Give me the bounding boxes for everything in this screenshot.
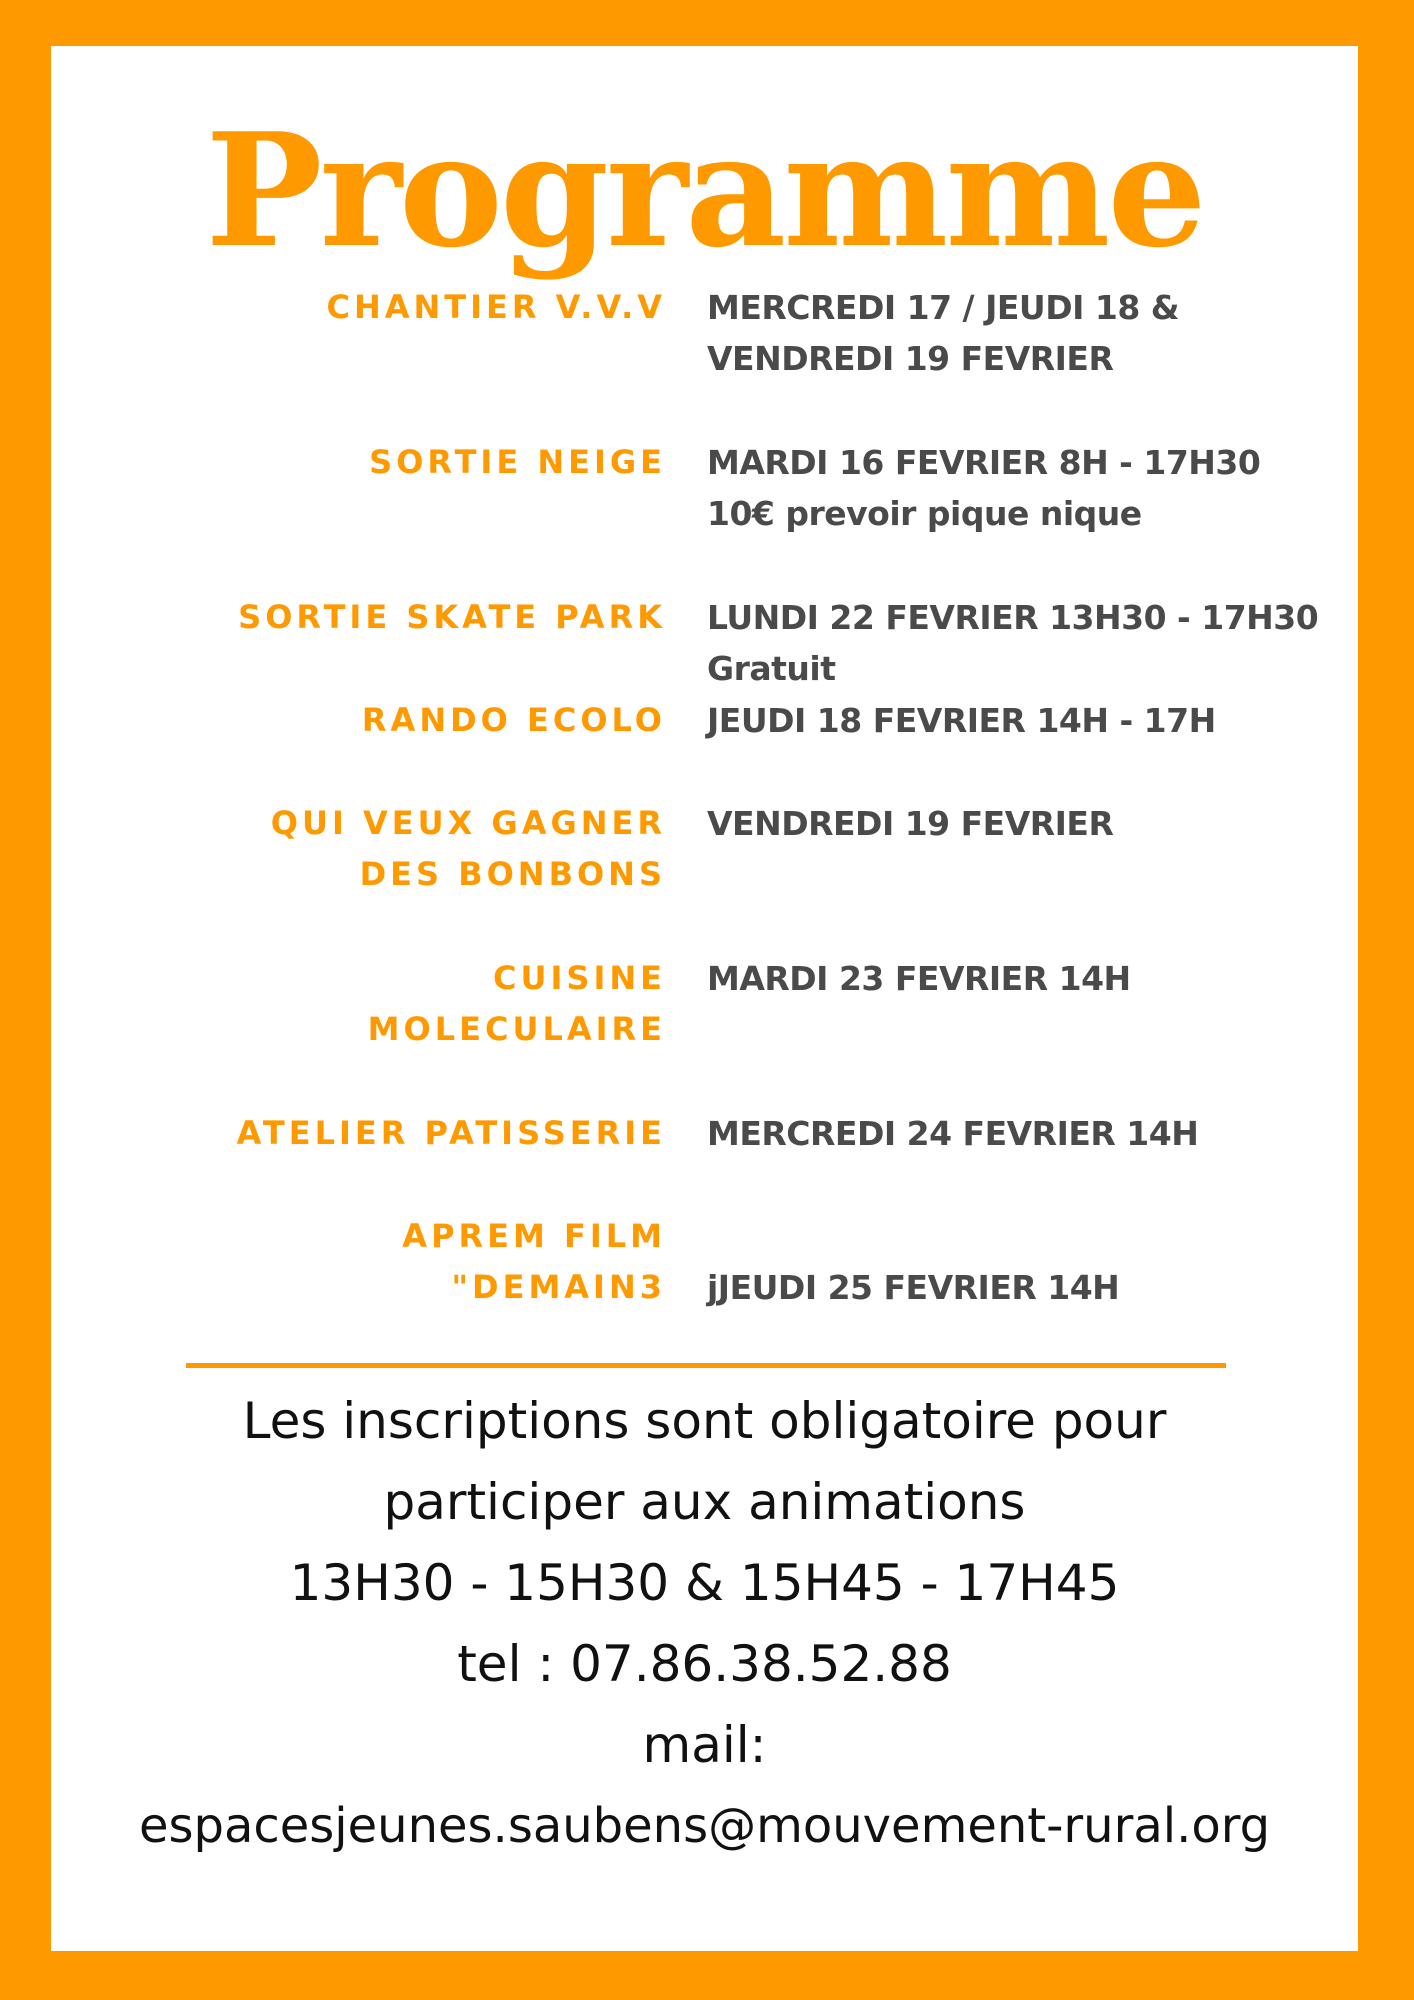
activity-details-line: VENDREDI 19 FEVRIER	[707, 339, 1114, 378]
activity-label-line: SORTIE NEIGE	[369, 443, 666, 481]
activity-label-cuisine	[146, 953, 666, 1055]
activity-label-chantier	[146, 282, 666, 333]
activity-details-chantier	[707, 282, 1357, 384]
activity-details-cuisine	[707, 953, 1357, 1004]
divider-line	[186, 1363, 1226, 1368]
activity-details-line: 10€ prevoir pique nique	[707, 494, 1142, 533]
activity-details-line: VENDREDI 19 FEVRIER	[707, 804, 1114, 843]
activity-details-line	[707, 1211, 1357, 1262]
activity-details-rando-ecolo	[707, 695, 1357, 746]
activity-label-line: QUI VEUX GAGNER	[270, 804, 666, 842]
activity-label-line: RANDO ECOLO	[361, 701, 666, 739]
registration-hours: 13H30 - 15H30 & 15H45 - 17H45	[289, 1554, 1120, 1612]
activity-label-line: "DEMAIN3	[451, 1268, 666, 1306]
registration-info	[51, 1381, 1358, 1867]
activity-details-film	[707, 1211, 1357, 1313]
activity-label-line: DES BONBONS	[359, 855, 666, 893]
activity-label-line: MOLECULAIRE	[367, 1010, 666, 1048]
activity-details-line: MARDI 23 FEVRIER 14H	[707, 959, 1131, 998]
activity-details-patisserie	[707, 1108, 1357, 1159]
email-address: espacesjeunes.saubens@mouvement-rural.org	[138, 1798, 1271, 1854]
mail-label: mail:	[642, 1716, 767, 1774]
activity-details-sortie-neige	[707, 437, 1357, 539]
activity-details-line: MARDI 16 FEVRIER 8H - 17H30	[707, 443, 1261, 482]
activity-details-line: jJEUDI 25 FEVRIER 14H	[707, 1268, 1120, 1307]
activity-details-line: MERCREDI 24 FEVRIER 14H	[707, 1114, 1199, 1153]
activity-label-skate-park	[146, 592, 666, 643]
activity-label-rando-ecolo	[146, 695, 666, 746]
activity-label-line: CUISINE	[493, 959, 666, 997]
activity-label-line: SORTIE SKATE PARK	[238, 598, 666, 636]
activity-label-sortie-neige	[146, 437, 666, 488]
poster-panel	[51, 46, 1358, 1951]
activity-details-line: MERCREDI 17 / JEUDI 18 &	[707, 288, 1180, 327]
activity-details-line: LUNDI 22 FEVRIER 13H30 - 17H30	[707, 598, 1319, 637]
activity-details-line: Gratuit	[707, 649, 836, 688]
activity-label-patisserie	[146, 1108, 666, 1159]
activity-label-line: CHANTIER V.V.V	[326, 288, 666, 326]
activity-details-line: JEUDI 18 FEVRIER 14H - 17H	[707, 701, 1216, 740]
registration-text: participer aux animations	[383, 1473, 1026, 1531]
activity-label-line: APREM FILM	[402, 1217, 666, 1255]
poster-title: Programme	[205, 99, 1204, 282]
activity-details-skate-park	[707, 592, 1357, 694]
activity-label-line: ATELIER PATISSERIE	[236, 1114, 666, 1152]
activity-label-film	[146, 1211, 666, 1313]
phone-number: tel : 07.86.38.52.88	[457, 1635, 952, 1693]
activity-label-bonbons	[146, 798, 666, 900]
activity-details-bonbons	[707, 798, 1357, 849]
registration-text: Les inscriptions sont obligatoire pour	[242, 1392, 1167, 1450]
